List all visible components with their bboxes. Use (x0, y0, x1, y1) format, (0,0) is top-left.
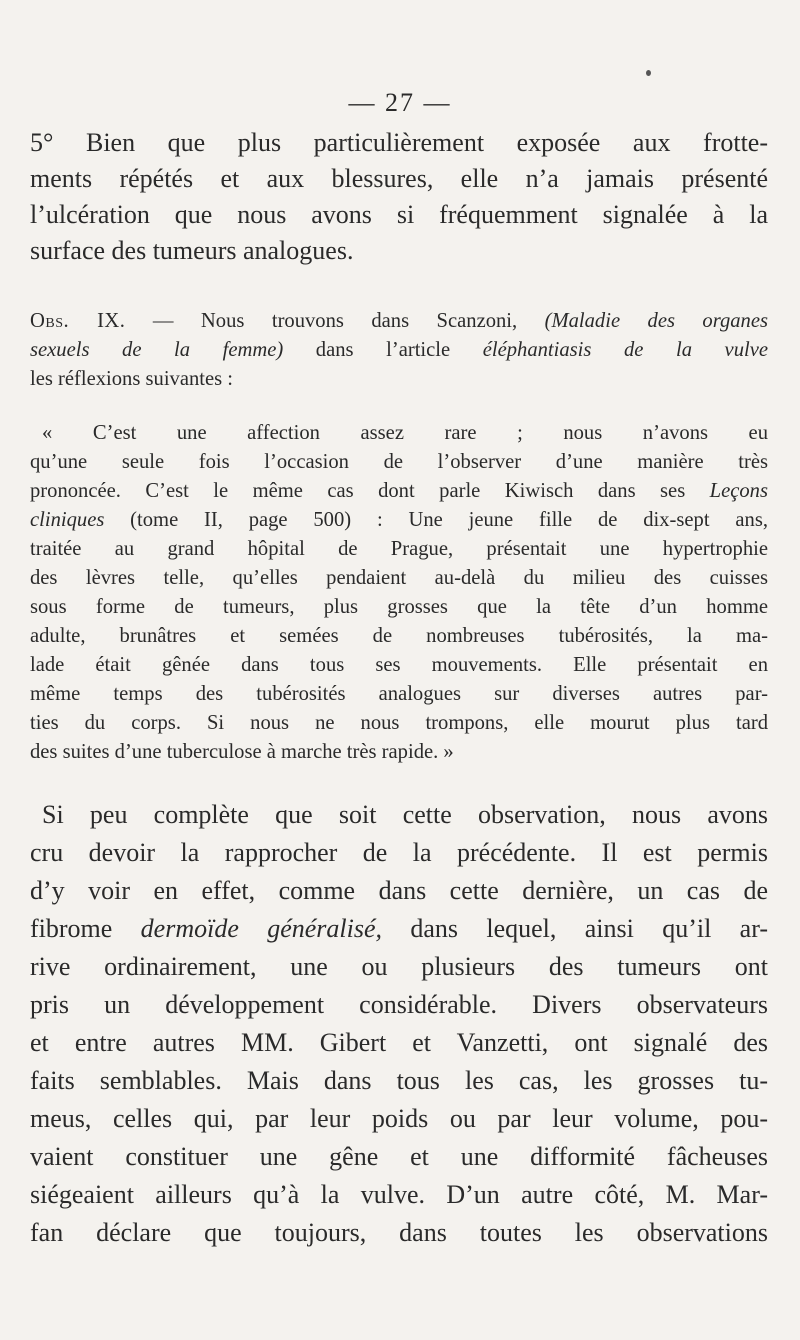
book-title: (Maladie des organes (544, 310, 769, 332)
text-line: Si peu complète que soit cette observation, nous avons (42, 800, 768, 829)
text-line: vaient constituer une gêne et une difformité fâcheuses (30, 1142, 768, 1171)
text-line: adulte, brunâtres et semées de nombreuses tubérosités, la ma- (30, 625, 768, 647)
text-line: les réflexions suivantes : (30, 368, 234, 390)
text-line: lade était gênée dans tous ses mouvements. Elle présentait en (30, 654, 768, 676)
text-line: rive ordinairement, une ou plusieurs des tumeurs ont (30, 952, 768, 981)
text-line: meus, celles qui, par leur poids ou par leur volume, pou- (30, 1104, 768, 1133)
text-line: 5° Bien que plus particulièrement exposée aux frotte- (30, 128, 768, 157)
book-title: sexuels de la femme) (30, 339, 284, 361)
observation-label: Obs. IX. (30, 310, 126, 332)
text-line: cru devoir la rapprocher de la précédente. Il est permis (30, 838, 768, 867)
text-line: Obs. IX. — Nous trouvons dans Scanzoni, (Maladie des organes (30, 310, 769, 332)
text-line: sexuels de la femme) dans l’article éléphantiasis de la vulve (30, 339, 768, 361)
text-line: et entre autres MM. Gibert et Vanzetti, ont signalé des (30, 1028, 768, 1057)
text-line: fan déclare que toujours, dans toutes les observations (30, 1218, 768, 1247)
text-line: traitée au grand hôpital de Prague, présentait une hypertrophie (30, 538, 768, 560)
text-line: sous forme de tumeurs, plus grosses que la tête d’un homme (30, 596, 768, 618)
text-line: d’y voir en effet, comme dans cette dernière, un cas de (30, 876, 768, 905)
text-line: qu’une seule fois l’occasion de l’observer d’une manière très (30, 451, 768, 473)
ink-speck (646, 70, 651, 76)
text-line: ties du corps. Si nous ne nous trompons, elle mourut plus tard (30, 712, 768, 734)
text-line: « C’est une affection assez rare ; nous n’avons eu (42, 422, 768, 444)
text-line: l’ulcération que nous avons si fréquemment signalée à la (30, 200, 768, 229)
text-line: siégeaient ailleurs qu’à la vulve. D’un autre côté, M. Mar- (30, 1180, 768, 1209)
text-line: faits semblables. Mais dans tous les cas, les grosses tu- (30, 1066, 768, 1095)
text-line: pris un développement considérable. Divers observateurs (30, 990, 768, 1019)
article-title: éléphantiasis de la vulve (482, 339, 768, 361)
text-line: même temps des tubérosités analogues sur diverses autres par- (30, 683, 768, 705)
text-line: prononcée. C’est le même cas dont parle Kiwisch dans ses Leçons (30, 480, 768, 502)
text-line: fibrome dermoïde généralisé, dans lequel, ainsi qu’il ar- (30, 914, 768, 943)
text-line: des lèvres telle, qu’elles pendaient au-delà du milieu des cuisses (30, 567, 768, 589)
diagnosis-term: dermoïde généralisé, (140, 914, 383, 943)
book-title: cliniques (30, 509, 105, 531)
text-line: cliniques (tome II, page 500) : Une jeune fille de dix-sept ans, (30, 509, 768, 531)
text-line: ments répétés et aux blessures, elle n’a jamais présenté (30, 164, 768, 193)
text-line: des suites d’une tuberculose à marche très rapide. » (30, 741, 454, 763)
page-number: — 27 — (348, 88, 452, 117)
book-title: Leçons (709, 480, 768, 502)
text-line: surface des tumeurs analogues. (30, 236, 354, 265)
